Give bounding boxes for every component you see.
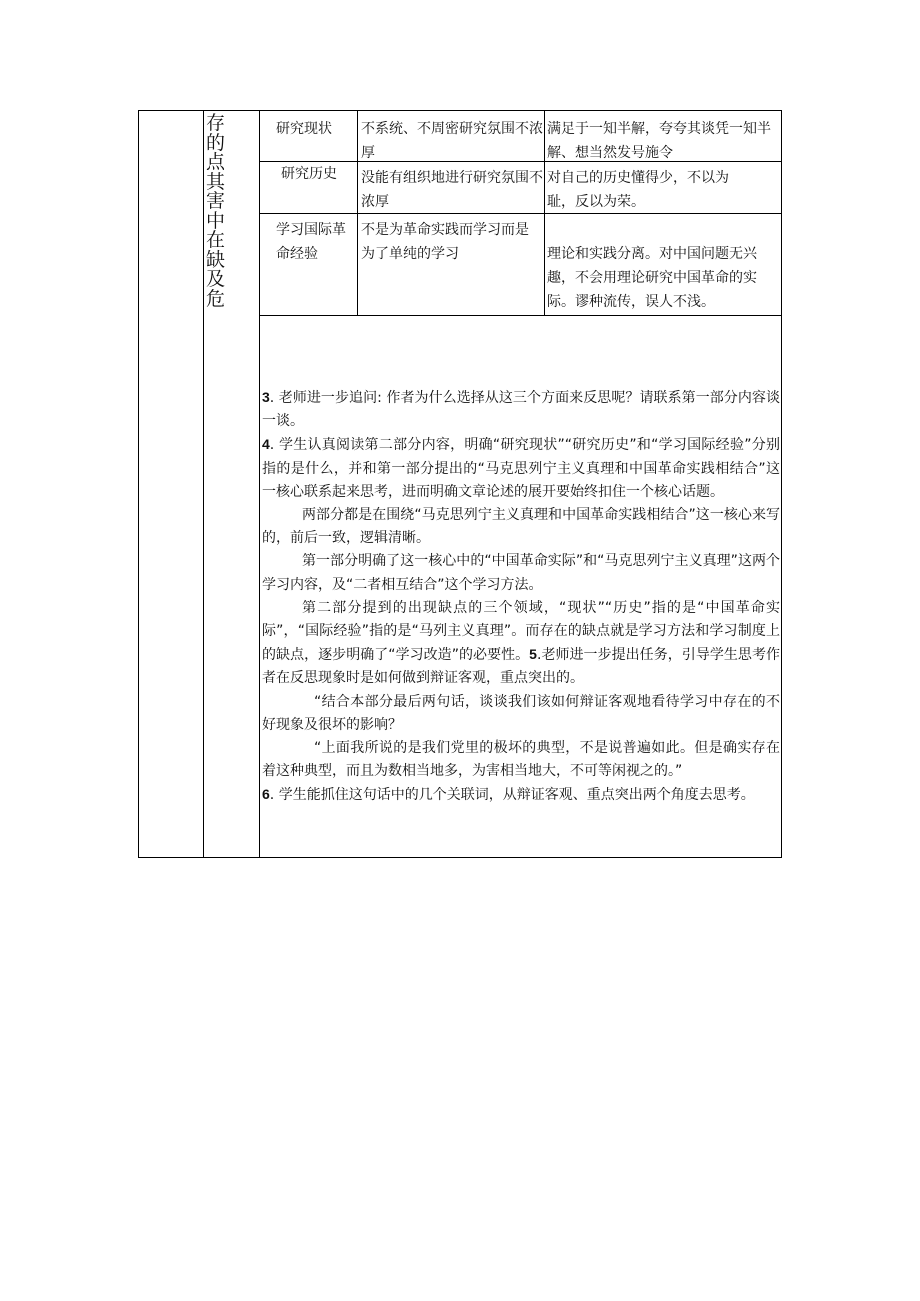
paragraph-first-part: 第一部分明确了这一核心中的“中国革命实际”和“马克思列宁主义真理”这两个学习内容，及“二者相互结合”这个学习方法。: [262, 553, 780, 593]
step-5-text: .老师进一步提出任务，引导学生思考作者在反思现象时是如何做到辩证客观，重点突出的。: [262, 647, 780, 687]
step-6-text: . 学生能抓住这句话中的几个关联词，从辩证客观、重点突出两个角度去思考。: [269, 787, 755, 804]
table-left-border: [138, 110, 139, 858]
step-3-text: . 老师进一步追问: 作者为什么选择从这三个方面来反思呢？请联系第一部分内容谈一谈。: [262, 390, 780, 430]
harm-history: 对自己的历史懂得少，不以为耻，反以为荣。: [547, 170, 729, 210]
table-top-border: [138, 110, 782, 111]
harm-international: 理论和实践分离。对中国问题无兴趣，不会用理论研究中国革命的实际。谬种流传，误人不浅。: [547, 246, 757, 310]
step-4-number: 4: [262, 436, 270, 453]
step-5-number: 5: [529, 646, 537, 663]
paragraph-both-parts: 两部分都是在围绕“马克思列宁主义真理和中国革命实践相结合”这一核心来写的，前后一致，逻辑清晰。: [262, 507, 780, 547]
aspect-history: 研究历史: [281, 166, 337, 182]
paragraph-second-part: [262, 597, 780, 691]
step-4-text: . 学生认真阅读第二部分内容，明确“研究现状”“研究历史”和“学习国际经验”分别指的是什么，并和第一部分提出的“马克思列宁主义真理和中国革命实践相结合”这一核心联系起来思考，进而明确文章论述的展开要始终扣住一个核心话题。: [262, 437, 780, 500]
problem-current-state: 不系统、不周密研究氛围不浓厚: [361, 121, 543, 161]
aspect-international: 学习国际革命经验: [276, 222, 346, 262]
problem-history: 没能有组织地进行研究氛围不浓厚: [361, 170, 543, 210]
step-4: [262, 433, 780, 504]
teaching-steps: [262, 386, 780, 808]
question-combine: “结合本部分最后两句话，谈谈我们该如何辩证客观地看待学习中存在的不好现象及很坏的影响？: [262, 693, 780, 733]
table-divider-2: [259, 110, 260, 858]
table-divider-1: [203, 110, 204, 858]
step-6: [262, 783, 780, 807]
side-label: 存的点其害中在缺及危: [206, 112, 226, 310]
inner-row-line-3: [259, 315, 782, 316]
problem-international: 不是为革命实践而学习而是为了单纯的学习: [361, 222, 529, 262]
table-bottom-border: [138, 857, 782, 858]
step-3-number: 3: [262, 389, 270, 405]
aspect-current-state: 研究现状: [276, 121, 332, 137]
step-6-number: 6: [262, 786, 270, 803]
quote-paragraph: “上面我所说的是我们党里的极坏的典型，不是说普遍如此。但是确实存在着这种典型，而且为数相当地多，为害相当地大，不可等闲视之的。”: [262, 740, 780, 780]
second-part-text: 第二部分提到的出现缺点的三个领域，“现状”“历史”指的是“中国革命实际”，“国际经验”指的是“马列主义真理”。而存在的缺点就是学习方法和学习制度上的缺点，逐步明确了“学习改造”的必要性。: [262, 599, 780, 664]
harm-current-state: 满足于一知半解，夸夸其谈凭一知半解、想当然发号施令: [547, 121, 771, 161]
step-3: [262, 386, 780, 433]
table-right-border: [781, 110, 782, 858]
